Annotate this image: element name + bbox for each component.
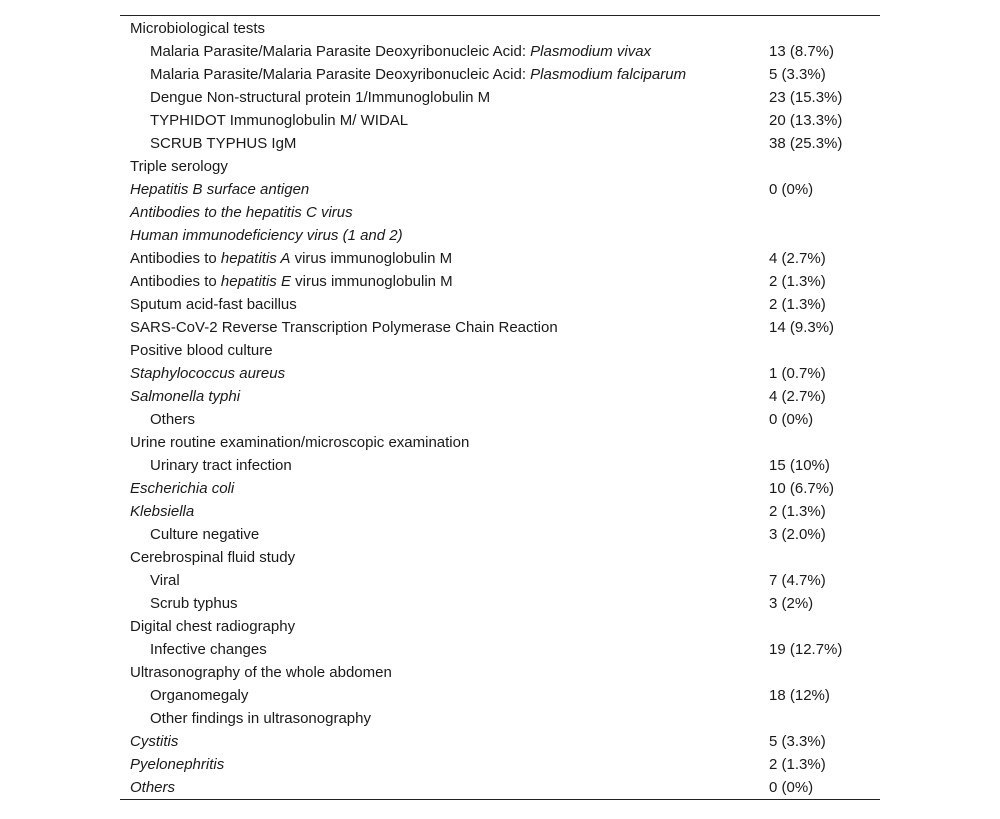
table-row (120, 707, 880, 730)
row-value: 4 (2.7%) (769, 250, 826, 267)
table-row (120, 178, 880, 201)
row-label (150, 638, 267, 661)
row-label-part: Triple serology (130, 158, 228, 175)
row-label-part: Plasmodium vivax (530, 43, 652, 60)
row-label-part: Positive blood culture (130, 342, 273, 359)
row-label (130, 615, 295, 638)
row-label (130, 477, 234, 500)
row-value: 0 (0%) (769, 181, 814, 198)
table-row (120, 293, 880, 316)
table-row (120, 109, 880, 132)
table-row (120, 86, 880, 109)
row-label (150, 63, 686, 86)
row-label (130, 431, 469, 454)
row-label-part: SARS-CoV-2 Reverse Transcription Polymerase Chain Reaction (130, 319, 558, 336)
row-value: 20 (13.3%) (769, 112, 843, 129)
row-label-part: Ultrasonography of the whole abdomen (130, 664, 392, 681)
row-value: 2 (1.3%) (769, 273, 826, 290)
row-label-part: Klebsiella (130, 503, 195, 520)
row-label (150, 592, 238, 615)
row-label-part: Other findings in ultrasonography (150, 710, 371, 727)
row-label (130, 500, 194, 523)
row-value: 5 (3.3%) (769, 66, 826, 83)
row-label-part: Human immunodeficiency virus (1 and 2) (130, 227, 403, 244)
row-label (150, 523, 259, 546)
row-label (150, 707, 371, 730)
row-value: 4 (2.7%) (769, 388, 826, 405)
row-label (150, 454, 292, 477)
row-label-part: virus immunoglobulin M (290, 250, 453, 267)
row-label-part: Digital chest radiography (130, 618, 296, 635)
row-label-part: Culture negative (150, 526, 260, 543)
row-label (130, 661, 392, 684)
row-label (130, 293, 297, 316)
row-label-part: Antibodies to the hepatitis C virus (130, 204, 353, 221)
table-row (120, 638, 880, 661)
table-row (120, 454, 880, 477)
table-row (120, 63, 880, 86)
row-value: 3 (2.0%) (769, 526, 826, 543)
row-value: 5 (3.3%) (769, 733, 826, 750)
row-label-part: Scrub typhus (150, 595, 238, 612)
row-value: 18 (12%) (769, 687, 830, 704)
row-label (130, 201, 353, 224)
table-row (120, 17, 880, 40)
table-row (120, 201, 880, 224)
table-row (120, 362, 880, 385)
row-value: 7 (4.7%) (769, 572, 826, 589)
row-label-part: Others (150, 411, 196, 428)
row-label-part: Dengue Non-structural protein 1/Immunoglobulin M (150, 89, 491, 106)
row-value: 0 (0%) (769, 411, 814, 428)
table-row (120, 615, 880, 638)
table-row (120, 155, 880, 178)
row-label-part: hepatitis A (220, 250, 291, 267)
row-label-part: Others (130, 779, 176, 796)
row-label-part: Organomegaly (150, 687, 249, 704)
row-value: 1 (0.7%) (769, 365, 826, 382)
table-row (120, 753, 880, 776)
table-row (120, 431, 880, 454)
row-label-part: Viral (150, 572, 180, 589)
row-value: 13 (8.7%) (769, 43, 835, 60)
table-row (120, 684, 880, 707)
row-label-part: SCRUB TYPHUS IgM (150, 135, 297, 152)
row-value: 0 (0%) (769, 779, 814, 796)
table-row (120, 408, 880, 431)
row-label-part: TYPHIDOT Immunoglobulin M/ WIDAL (150, 112, 409, 129)
row-label (150, 86, 490, 109)
row-label (130, 224, 403, 247)
row-label (130, 385, 240, 408)
table-row (120, 477, 880, 500)
row-label-part: Hepatitis B surface antigen (130, 181, 310, 198)
row-label (130, 178, 309, 201)
table-row (120, 569, 880, 592)
table-row (120, 270, 880, 293)
row-label (130, 17, 265, 40)
table-row (120, 339, 880, 362)
row-label (150, 132, 296, 155)
table-row (120, 385, 880, 408)
row-label (150, 684, 248, 707)
row-label (130, 316, 558, 339)
row-label-part: Escherichia coli (130, 480, 235, 497)
table-row (120, 132, 880, 155)
row-value: 2 (1.3%) (769, 503, 826, 520)
row-label-part: Cystitis (130, 733, 179, 750)
row-label (130, 247, 452, 270)
row-label-part: hepatitis E (220, 273, 291, 290)
table-row (120, 661, 880, 684)
row-value: 14 (9.3%) (769, 319, 835, 336)
row-label-part: Pyelonephritis (130, 756, 225, 773)
row-value: 38 (25.3%) (769, 135, 843, 152)
row-label-part: Staphylococcus aureus (130, 365, 286, 382)
row-value: 19 (12.7%) (769, 641, 843, 658)
row-value: 3 (2%) (769, 595, 814, 612)
row-label-part: Salmonella typhi (130, 388, 241, 405)
row-label (150, 109, 408, 132)
row-label (150, 569, 180, 592)
table-row (120, 224, 880, 247)
row-label (130, 270, 453, 293)
row-label (150, 408, 195, 431)
row-label (130, 155, 228, 178)
row-label-part: Malaria Parasite/Malaria Parasite Deoxyribonucleic Acid: (150, 43, 531, 60)
row-label-part: Urinary tract infection (150, 457, 292, 474)
table-row (120, 523, 880, 546)
row-label (130, 753, 224, 776)
table-row (120, 40, 880, 63)
row-label-part: virus immunoglobulin M (290, 273, 453, 290)
row-label (130, 339, 273, 362)
row-label-part: Microbiological tests (130, 20, 266, 37)
row-label (150, 40, 651, 63)
row-value: 2 (1.3%) (769, 756, 826, 773)
row-label-part: Cerebrospinal fluid study (130, 549, 296, 566)
table-row (120, 500, 880, 523)
row-label (130, 730, 178, 753)
row-label (130, 546, 295, 569)
row-value: 15 (10%) (769, 457, 830, 474)
row-label-part: Plasmodium falciparum (530, 66, 687, 83)
row-label-part: Antibodies to (130, 250, 221, 267)
table-row (120, 316, 880, 339)
table-row (120, 730, 880, 753)
table-row (120, 546, 880, 569)
findings-table (120, 15, 880, 800)
row-label-part: Urine routine examination/microscopic examination (130, 434, 470, 451)
row-value: 2 (1.3%) (769, 296, 826, 313)
row-label-part: Infective changes (150, 641, 267, 658)
row-label-part: Malaria Parasite/Malaria Parasite Deoxyribonucleic Acid: (150, 66, 531, 83)
row-label (130, 776, 175, 799)
row-label (130, 362, 285, 385)
row-label-part: Antibodies to (130, 273, 221, 290)
row-value: 23 (15.3%) (769, 89, 843, 106)
table-row (120, 776, 880, 799)
row-value: 10 (6.7%) (769, 480, 835, 497)
table-row (120, 247, 880, 270)
row-label-part: Sputum acid-fast bacillus (130, 296, 297, 313)
table-row (120, 592, 880, 615)
